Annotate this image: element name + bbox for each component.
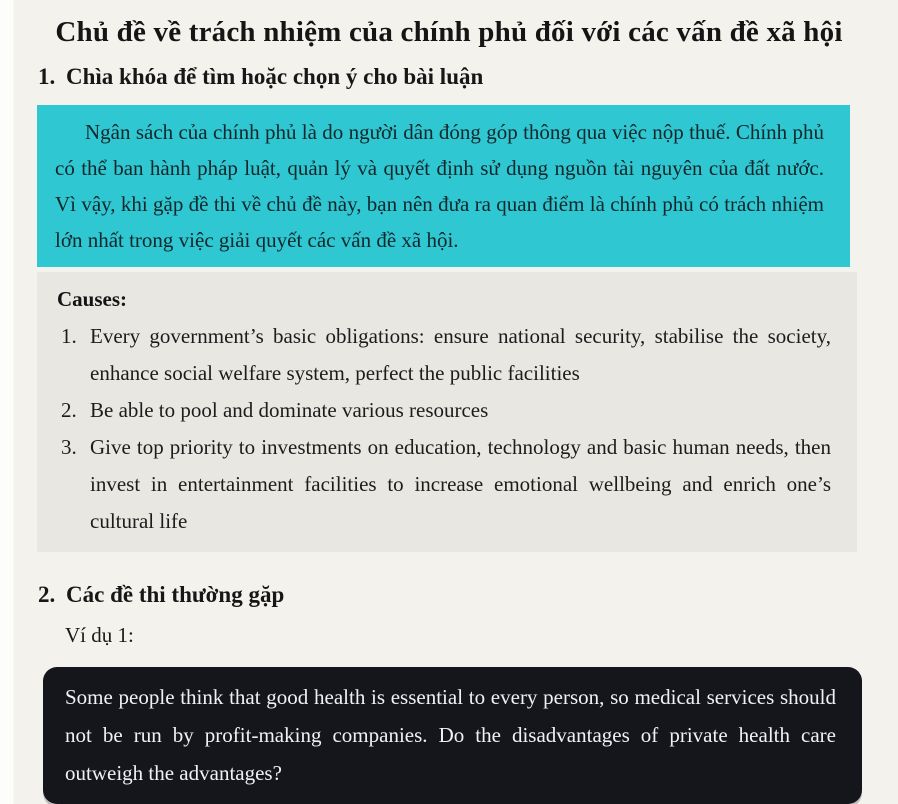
cause-item-1 (57, 318, 831, 392)
cause-item-3-text: Give top priority to investments on education, technology and basic human needs, then invest in entertainment facilities to increase emotional wellbeing and enrich one’s cultural life (90, 435, 831, 533)
key-idea-highlight-box (37, 105, 850, 267)
section-2-heading-text: Các đề thi thường gặp (66, 582, 285, 607)
cause-item-3 (57, 429, 831, 540)
section-2-heading (38, 582, 898, 608)
section-2-number: 2. (38, 582, 56, 607)
cause-item-2 (57, 392, 831, 429)
cause-item-3-number: 3. (61, 435, 77, 459)
section-1-heading (38, 64, 898, 90)
page-title: Chủ đề về trách nhiệm của chính phủ đối với các vấn đề xã hội (55, 16, 843, 48)
causes-box (37, 272, 857, 552)
cause-item-2-text: Be able to pool and dominate various resources (90, 398, 489, 422)
example-label: Ví dụ 1: (65, 623, 134, 647)
cause-item-1-text: Every government’s basic obligations: ensure national security, stabilise the society, enhance social welfare system, perfect the public facilities (90, 324, 831, 385)
section-1-number: 1. (38, 64, 56, 89)
causes-label: Causes: (57, 287, 128, 311)
essay-prompt-text: Some people think that good health is essential to every person, so medical services should not be run by profit-making companies. Do the disadvantages of private health care outweigh the advantages? (65, 685, 836, 785)
essay-prompt-box (43, 667, 862, 804)
cause-item-2-number: 2. (61, 398, 77, 422)
key-idea-text: Ngân sách của chính phủ là do người dân đóng góp thông qua việc nộp thuế. Chính phủ có thể ban hành pháp luật, quản lý và quyết định sử dụng nguồn tài nguyên của đất nước. Vì vậy, khi gặp đề thi về chủ đề này, bạn nên đưa ra quan điểm là chính phủ có trách nhiệm lớn nhất trong việc giải quyết các vấn đề xã hội. (55, 120, 824, 252)
cause-item-1-number: 1. (61, 324, 77, 348)
section-1-heading-text: Chìa khóa để tìm hoặc chọn ý cho bài luận (66, 64, 484, 89)
